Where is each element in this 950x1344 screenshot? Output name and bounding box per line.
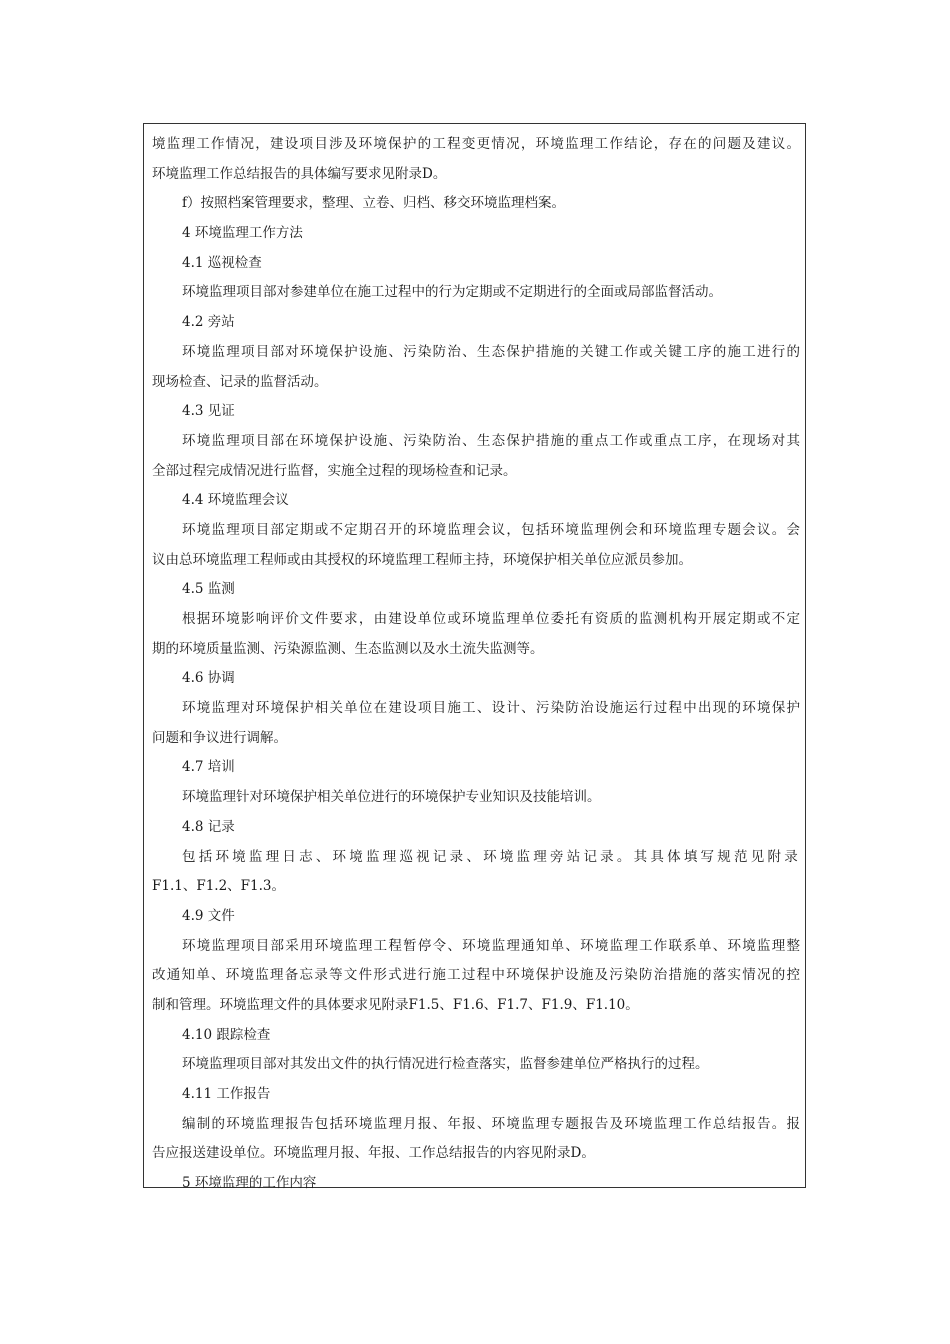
list-item-f: f）按照档案管理要求，整理、立卷、归档、移交环境监理档案。 [182,195,565,212]
paragraph-line: 现场检查、记录的监督活动。 [152,373,328,390]
section-heading: 5 环境监理的工作内容 [182,1175,317,1192]
subsection-heading: 4.3 见证 [182,403,235,420]
paragraph-line: 环境监理对环境保护相关单位在建设项目施工、设计、污染防治设施运行过程中出现的环境保护 [182,700,800,717]
subsection-heading: 4.2 旁站 [182,314,235,331]
subsection-heading: 4.4 环境监理会议 [182,492,289,509]
paragraph-line: 环境监理项目部在环境保护设施、污染防治、生态保护措施的重点工作或重点工序，在现场对其 [182,432,800,449]
subsection-heading: 4.11 工作报告 [182,1086,271,1102]
paragraph-line: F1.1、F1.2、F1.3。 [152,878,286,895]
paragraph-line: 环境监理项目部定期或不定期召开的环境监理会议，包括环境监理例会和环境监理专题会议。会 [182,521,800,538]
paragraph-line: 制和管理。环境监理文件的具体要求见附录F1.5、F1.6、F1.7、F1.9、F1.10。 [152,996,639,1013]
paragraph-line: 环境监理针对环境保护相关单位进行的环境保护专业知识及技能培训。 [182,789,601,806]
paragraph-line: 期的环境质量监测、污染源监测、生态监测以及水土流失监测等。 [152,640,544,657]
subsection-heading: 4.10 跟踪检查 [182,1026,271,1043]
paragraph-line: 全部过程完成情况进行监督，实施全过程的现场检查和记录。 [152,462,517,479]
paragraph-line: 环境监理项目部对其发出文件的执行情况进行检查落实，监督参建单位严格执行的过程。 [182,1056,709,1073]
text-line: 境监理工作情况，建设项目涉及环境保护的工程变更情况，环境监理工作结论，存在的问题及建议。 [152,136,800,152]
paragraph-line: 环境监理项目部对参建单位在施工过程中的行为定期或不定期进行的全面或局部监督活动。 [182,284,722,301]
subsection-heading: 4.5 监测 [182,581,235,598]
subsection-heading: 4.8 记录 [182,818,235,835]
subsection-heading: 4.7 培训 [182,759,235,776]
section-heading: 4 环境监理工作方法 [182,225,303,242]
paragraph-line: 改通知单、环境监理备忘录等文件形式进行施工过程中环境保护设施及污染防治措施的落实情况的控 [152,967,800,984]
paragraph-line: 编制的环境监理报告包括环境监理月报、年报、环境监理专题报告及环境监理工作总结报告。报 [182,1115,800,1132]
paragraph-line: 问题和争议进行调解。 [152,729,287,746]
text-line: 环境监理工作总结报告的具体编写要求见附录D。 [152,165,447,182]
paragraph-line: 告应报送建设单位。环境监理月报、年报、工作总结报告的内容见附录D。 [152,1145,595,1162]
document-body [152,130,800,1199]
paragraph-line: 包括环境监理日志、环境监理巡视记录、环境监理旁站记录。其具体填写规范见附录 [182,848,800,865]
subsection-heading: 4.6 协调 [182,670,235,687]
subsection-heading: 4.9 文件 [182,907,235,924]
subsection-heading: 4.1 巡视检查 [182,254,262,271]
paragraph-line: 根据环境影响评价文件要求，由建设单位或环境监理单位委托有资质的监测机构开展定期或不定 [182,611,800,627]
paragraph-line: 环境监理项目部对环境保护设施、污染防治、生态保护措施的关键工作或关键工序的施工进行的 [182,343,800,360]
paragraph-line: 环境监理项目部采用环境监理工程暂停令、环境监理通知单、环境监理工作联系单、环境监理整 [182,937,800,954]
paragraph-line: 议由总环境监理工程师或由其授权的环境监理工程师主持，环境保护相关单位应派员参加。 [152,551,692,568]
